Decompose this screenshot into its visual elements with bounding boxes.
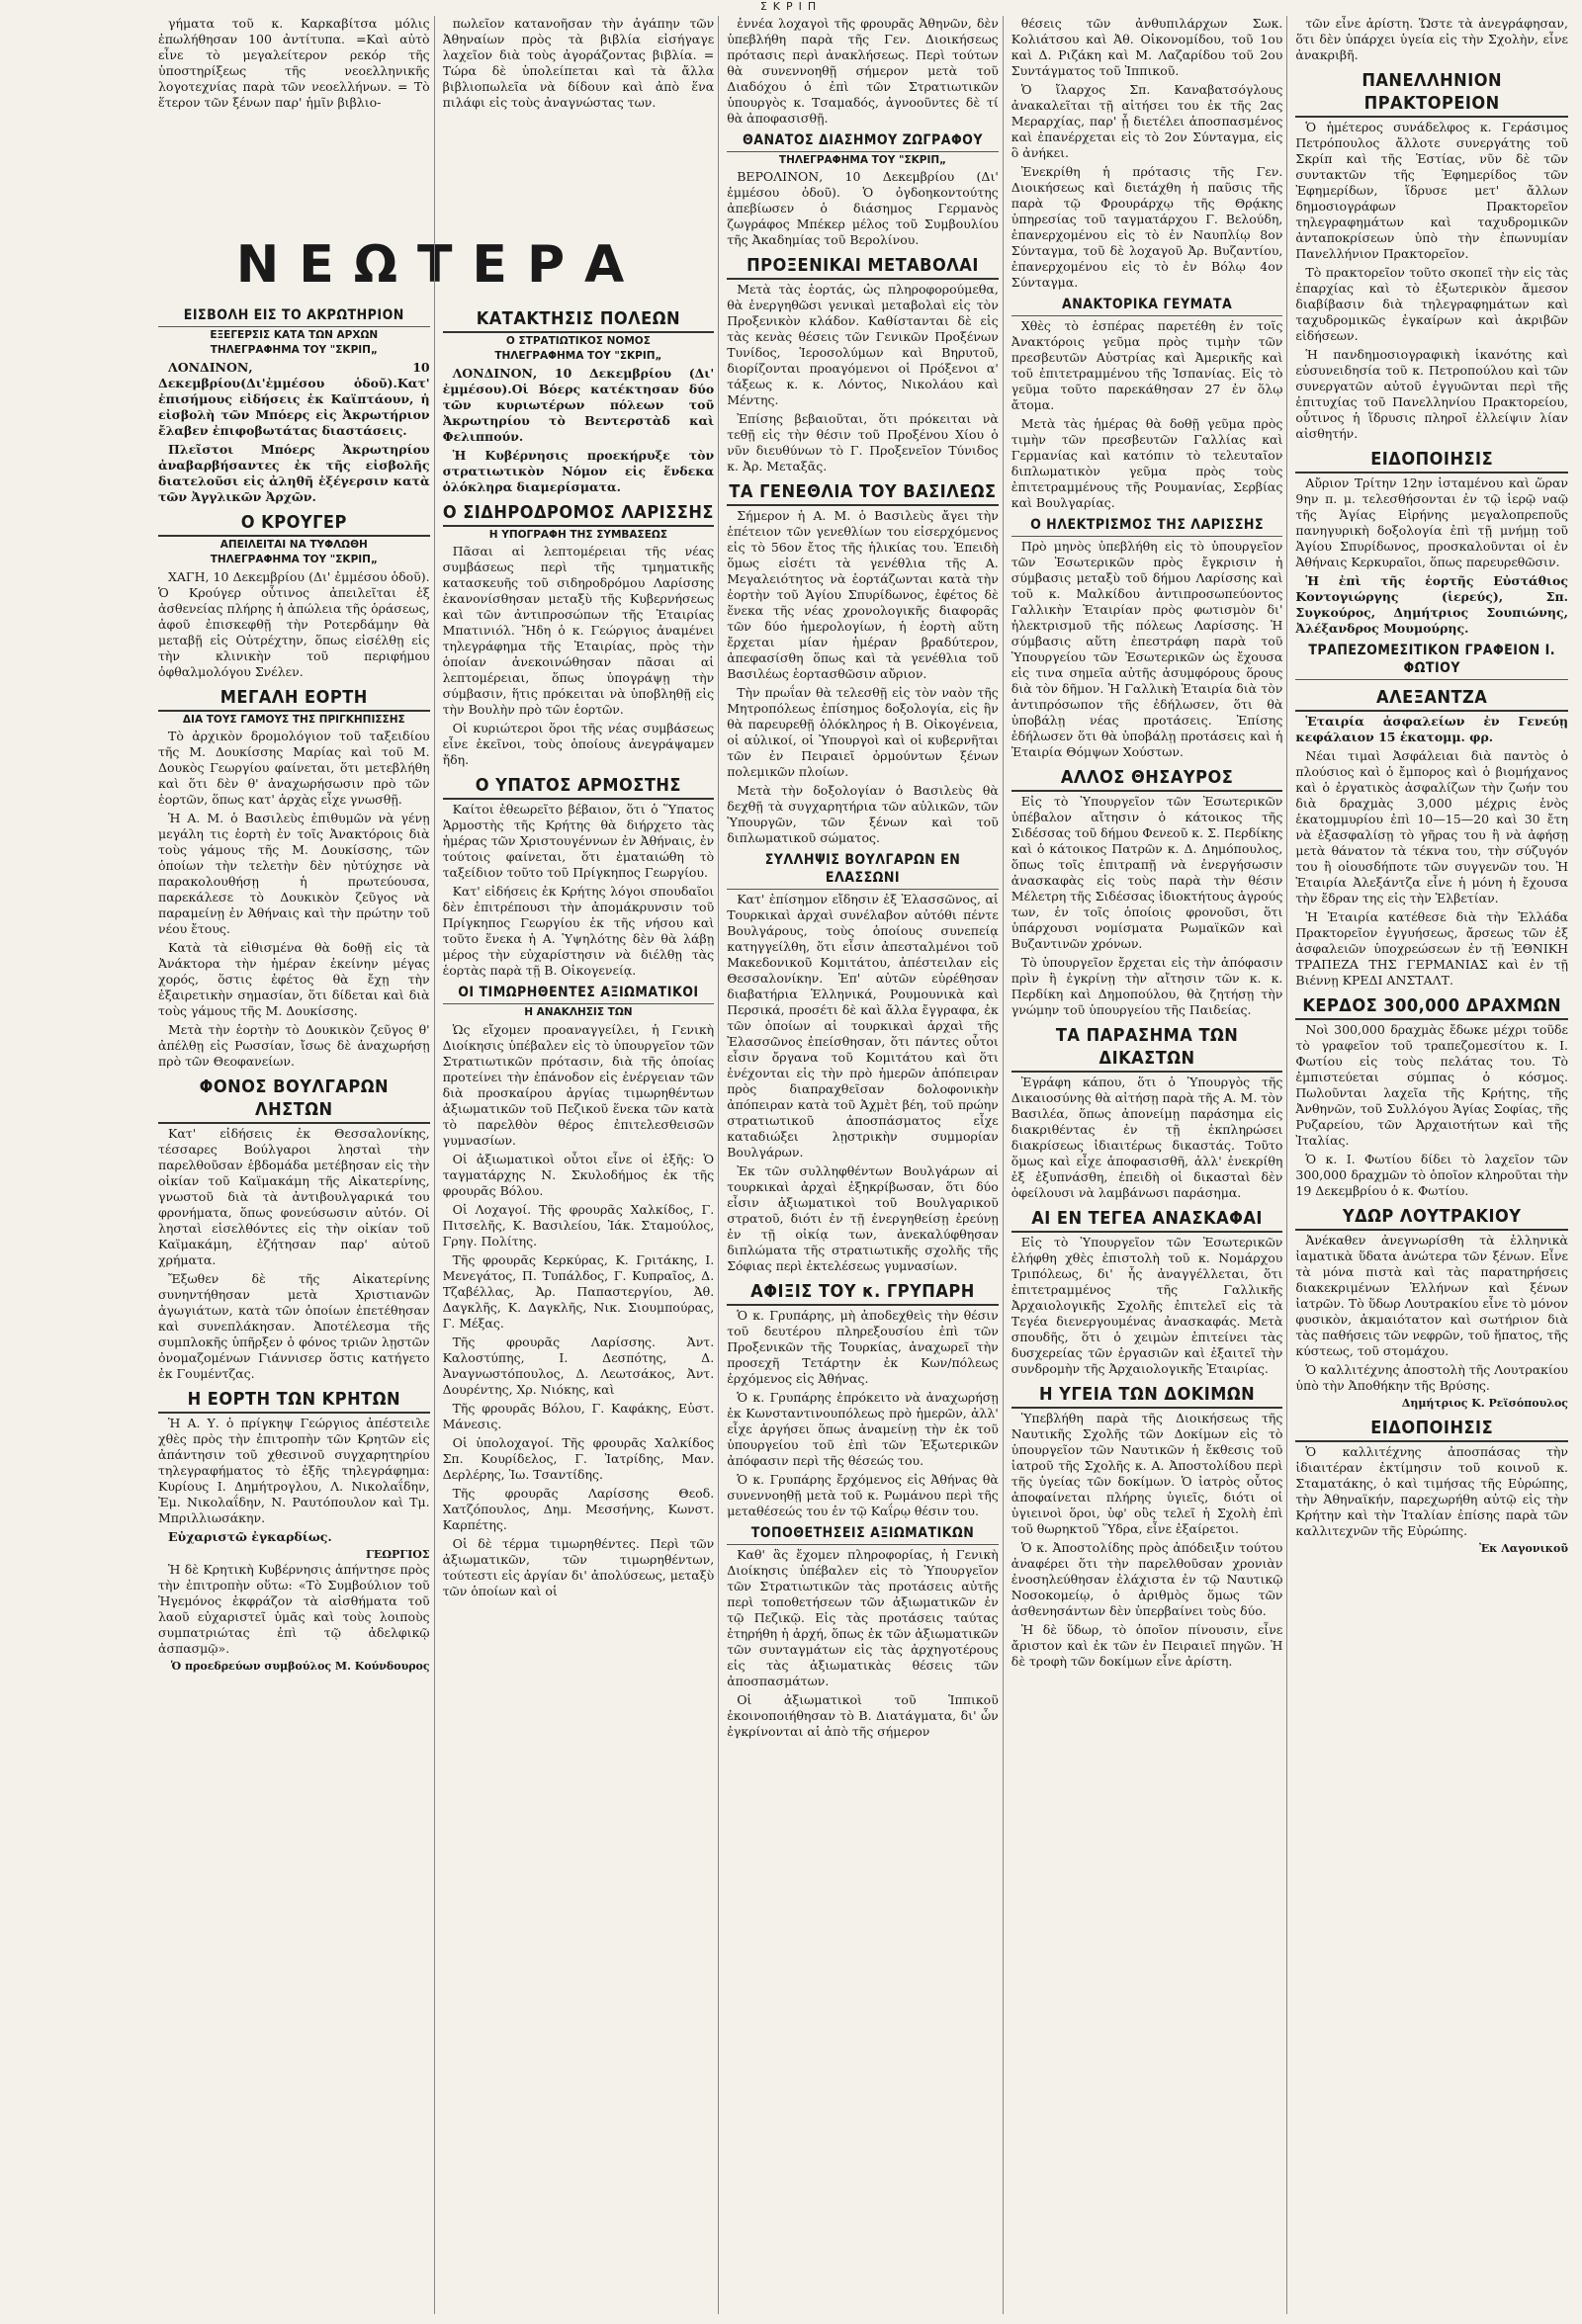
paragraph: Χθὲς τὸ ἑσπέρας παρετέθη ἐν τοῖς Ἀνακτόροις γεῦμα πρὸς τιμὴν τῶν πρεσβευτῶν Αὐστρίας καὶ Ἀμερικῆς καὶ τοῦ ἐπιτετραμμένου τῆς Ἰσπανίας. Εἰς τὸ γεῦμα τοῦτο παρεκάθησαν 27 ἐν ὅλῳ ἄτομα. bbox=[1011, 317, 1283, 412]
paragraph: Κατ' ἐπίσημον εἴδησιν ἐξ Ἐλασσῶνος, αἱ Τουρκικαὶ ἀρχαὶ συνέλαβον αὐτόθι πέντε Βουλγάρους, τοὺς ὁποίους συνεπείᾳ κατηγγείλθη, ὅτι εἶσιν ἀπεσταλμένοι τοῦ Μακεδονικοῦ Κομιτάτου, ἀπέστειλαν εἰς Θεσσαλονίκην. Ἐπ' αὐτῶν εὑρέθησαν διαβατήρια Ἑλληνικά, Ρουμουνικὰ καὶ Περσικά, προσέτι δὲ καὶ ἄλλα ἔγγραφα, ἐκ τῶν ὁποίων αἱ τουρκικαὶ ἀρχαὶ τῆς Ἐλασσῶνος ἐπείσθησαν, ὅτι πάντες οὗτοι εἶσιν ὄργανα τοῦ Κομιτάτου καὶ ὅτι ἐνέχονται εἰς τὴν πρὸ ἡμερῶν ἀπόπειραν πρὸς διαπραχθεῖσαν δολοφονικὴν ἀπόπειραν κατὰ τοῦ Ἀχμὲτ βέη, τοῦ πρώην στρατιωτικοῦ ἀποσπάσματος εἶχε καταδιώξει λῃστρικὴν συμμορίαν Βουλγάρων. bbox=[727, 892, 999, 1161]
column-5 bbox=[1295, 16, 1572, 2314]
paragraph: ΒΕΡΟΛΙΝΟΝ, 10 Δεκεμβρίου (Δι' ἐμμέσου ὁδοῦ). Ὁ ὀγδοηκοντούτης ἀπεβίωσεν ὁ διάσημος Γερμανὸς ζωγράφος Μπέκερ μέλος τοῦ Συμβουλίου τῆς Ἀκαδημίας τοῦ Βερολίνου. bbox=[727, 169, 999, 248]
telegram-label: ΤΗΛΕΓΡΑΦΗΜΑ ΤΟΥ "ΣΚΡΙΠ„ bbox=[778, 153, 947, 166]
paragraph: Ὁ κ. Γρυπάρης, μὴ ἀποδεχθεὶς τὴν θέσιν τοῦ δευτέρου πληρεξουσίου ἐπὶ τῶν Προξενικῶν τῆς Τουρκίας, ἀναχωρεῖ τὴν προσεχῆ Τετάρτην ἐκ Κων/πόλεως ἐρχόμενος εἰς Ἀθήνας. bbox=[727, 1308, 999, 1387]
paragraph: Πλεῖστοι Μπόερς Ἀκρωτηρίου ἀναβαρβήσαντες ἐκ τῆς εἰσβολῆς διατελοῦσι εἰς ἀληθῆ ἐξέγερσιν κατὰ τῶν Ἀγγλικῶν Ἀρχῶν. bbox=[158, 441, 430, 504]
paragraph: θέσεις τῶν ἀνθυπιλάρχων Σωκ. Κολιάτσου καὶ Ἀθ. Οἰκονομίδου, τοῦ 1ου καὶ Δ. Ριζάκη καὶ Μ. Λαζαρίδου τοῦ 2ου Συντάγματος τοῦ Ἱππικοῦ. bbox=[1011, 16, 1283, 78]
paragraph: Ἡ Α. Υ. ὁ πρίγκηψ Γεώργιος ἀπέστειλε χθὲς πρὸς τὴν ἐπιτροπὴν τῶν Κρητῶν εἰς ἀπάντησιν τοῦ χθεσινοῦ συγχαρητηρίου τηλεγραφήματος τὸ ἑξῆς τηλεγράφημα: Κυρίους Ι. Δημήτρογλου, Λ. Νικολαΐδην, Ἐμ. Νικολαΐδην, Ν. Ραυτόπουλον καὶ Τμ. Μπριλλιωσάκην. bbox=[158, 1416, 430, 1526]
paragraph: Τὸ πρακτορεῖον τοῦτο σκοπεῖ τὴν εἰς τὰς ἐπαρχίας καὶ τὸ ἐξωτερικὸν ἄμεσον διαβίβασιν διὰ τηλεγραφημάτων καὶ ταχυδρομικῶς ἐγκαίρων καὶ ἀκριβῶν εἰδήσεων. bbox=[1295, 265, 1568, 344]
column-1 bbox=[158, 16, 435, 2314]
paragraph: Οἱ ἀξιωματικοὶ τοῦ Ἱππικοῦ ἐκοινοποιήθησαν τὸ Β. Διατάγματα, δι' ὧν ἐγκρίνονται αἱ ἀπὸ τῆς σήμερον bbox=[727, 1692, 999, 1740]
headline: Η ΕΟΡΤΗ ΤΩΝ ΚΡΗΤΩΝ bbox=[158, 1388, 430, 1414]
columns bbox=[158, 16, 1572, 2314]
signature: Ὁ προεδρεύων συμβούλος Μ. Κούνδουρος bbox=[170, 1660, 430, 1674]
paragraph: Ὁ καλλιτέχνης ἀποστολὴ τῆς Λουτρακίου ὑπὸ τὴν Ἀποθήκην τῆς Βρύσης. bbox=[1295, 1362, 1568, 1393]
headline: ΘΑΝΑΤΟΣ ΔΙΑΣΗΜΟΥ ΖΩΓΡΑΦΟΥ bbox=[727, 132, 999, 152]
headline: ΠΑΝΕΛΛΗΝΙΟΝ ΠΡΑΚΤΟΡΕΙΟΝ bbox=[1295, 69, 1568, 118]
signature: ΓΕΩΡΓΙΟΣ bbox=[366, 1548, 430, 1562]
banner-space bbox=[443, 114, 715, 301]
headline: ΑΛΛΟΣ ΘΗΣΑΥΡΟΣ bbox=[1011, 766, 1283, 792]
paragraph: Ὁ καλλιτέχνης ἀποσπάσας τὴν ἱδιαιτέραν ἐκτίμησιν τοῦ κοινοῦ κ. Σταματάκης, ὁ καὶ τιμήσας τῆς Εὐρώπης, τὴν Ἀθηναϊκήν, παρεχωρήθη αὐτῷ εἰς τὴν Κρήτην καὶ τὴν Ἰταλίαν ἐπίσης παρὰ τῶν καλλιτεχνῶν τῆς Εὐρώπης. bbox=[1295, 1444, 1568, 1539]
paragraph: Αὔριον Τρίτην 12ην ἱσταμένου καὶ ὥραν 9ην π. μ. τελεσθήσονται ἐν τῷ ἱερῷ ναῷ τῆς Ἁγίας Εἰρήνης μεγαλοπρεποῦς πανηγυρικὴ δοξολογία ἐπὶ τῇ μνήμῃ τοῦ Ἁγίου Σπυρίδωνος, προσκαλοῦνται οἱ ἐν Ἀθήναις Κερκυραῖοι, ὅπως παρευρεθῶσιν. bbox=[1295, 475, 1568, 570]
paragraph: Κατ' εἰδήσεις ἐκ Κρήτης λόγοι σπουδαῖοι δὲν ἐπιτρέπουσι τὴν ἀπομάκρυνσιν τοῦ Πρίγκηπος Γεωργίου ἐκ τῆς νήσου καὶ τοῦτο ἕνεκα ἡ Α. Ὑψηλότης δὲν θὰ λάβῃ μέρος τὴν εὐχαρίστησιν νὰ διέλθῃ τὰς ἑορτὰς παρὰ τῇ Β. Οἰκογενείᾳ. bbox=[442, 884, 715, 979]
headline: ΣΥΛΛΗΨΙΣ ΒΟΥΛΓΑΡΩΝ ΕΝ ΕΛΑΣΣΩΝΙ bbox=[727, 852, 999, 890]
headline: ΑΝΑΚΤΟΡΙΚΑ ΓΕΥΜΑΤΑ bbox=[1011, 297, 1283, 316]
subheadline: ΕΞΕΓΕΡΣΙΣ ΚΑΤΑ ΤΩΝ ΑΡΧΩΝ bbox=[210, 328, 379, 341]
paragraph: Ὡς εἴχομεν προαναγγείλει, ἡ Γενικὴ Διοίκησις ὑπέβαλεν εἰς τὸ ὑπουργεῖον τῶν Στρατιωτικῶν πρότασιν, διὰ τῆς ὁποίας προτείνει τὴν ἐπάνοδον εἰς ἐνέργειαν τῶν διὰ προσκαίρου ἀργίας τιμωρηθέντων ἀξιωματικῶν τοῦ Πεζικοῦ ἕνεκα τῶν κατὰ τὸ παρελθὸν θέρος ἐπιτελεσθεισῶν γυμνασίων. bbox=[442, 1021, 715, 1148]
paragraph: Τῆς φρουρᾶς Λαρίσσης Θεοδ. Χατζόπουλος, Δημ. Μεσσήνης, Κωνστ. Καρπέτης. bbox=[442, 1485, 715, 1532]
paragraph: τῶν εἶνε ἀρίστη. Ὥστε τὰ ἀνεγράφησαν, ὅτι δὲν ὑπάρχει ὑγεία εἰς τὴν Σχολὴν, εἶνε ἀνακριβῆ. bbox=[1295, 16, 1568, 62]
paragraph: Ἡ ἐπὶ τῆς ἑορτῆς Εὐστάθιος Κοντογιώργης (ἱερεύς), Σπ. Συγκούρος, Δημήτριος Σουπιώνης, Ἀλέξανδρος Μουμούρης. bbox=[1295, 573, 1568, 637]
telegram-label: ΤΗΛΕΓΡΑΦΗΜΑ ΤΟΥ "ΣΚΡΙΠ„ bbox=[494, 350, 662, 363]
telegram-label: ΤΗΛΕΓΡΑΦΗΜΑ ΤΟΥ "ΣΚΡΙΠ„ bbox=[210, 554, 378, 566]
headline: ΤΡΑΠΕΖΟΜΕΣΙΤΙΚΟΝ ΓΡΑΦΕΙΟΝ Ι. ΦΩΤΙΟΥ bbox=[1295, 643, 1568, 680]
signature: Δημήτριος Κ. Ρεϊσόπουλος bbox=[1401, 1397, 1568, 1410]
paragraph: Οἱ ἀξιωματικοὶ οὗτοι εἶνε οἱ ἑξῆς: Ὁ ταγματάρχης Ν. Σκυλοδήμος ἐκ τῆς φρουρᾶς Βόλου. bbox=[442, 1151, 715, 1198]
paragraph: Πᾶσαι αἱ λεπτομέρειαι τῆς νέας συμβάσεως περὶ τῆς τμηματικῆς κατασκευῆς τοῦ σιδηροδρόμου Λαρίσσης ἐκανονίσθησαν μεταξὺ τῆς Κυβερνήσεως καὶ τῶν ἀντιπροσώπων τῆς Ἑταιρίας Μπατινιόλ. Ἤδη ὁ κ. Γεώργιος ἀναμένει τηλεγράφημα τῆς Ἑταιρίας, πρὸς τὴν ὁποίαν ἀνεκοινώθησαν πᾶσαι αἱ λεπτομέρειαι, ὅπως ὑπογράψῃ τὴν σύμβασιν, ἥτις πρόκειται νὰ ὑποβληθῇ εἰς τὴν Βουλὴν πρὸ τῶν ἑορτῶν. bbox=[442, 544, 715, 718]
headline: ΦΟΝΟΣ ΒΟΥΛΓΑΡΩΝ ΛΗΣΤΩΝ bbox=[158, 1076, 430, 1124]
headline: ΚΑΤΑΚΤΗΣΙΣ ΠΟΛΕΩΝ bbox=[443, 307, 715, 333]
col1-top-text: γήματα τοῦ κ. Καρκαβίτσα μόλις ἐπωλήθησαν 100 ἀντίτυπα. =Καὶ αὐτὸ εἶνε τὸ μεγαλείτερον ρεκόρ τῆς ὑποστηρίξεως τῆς νεοελληνικῆς λογοτεχνίας παρὰ τῶν νεοελλήνων. = Τὸ ἕτερον τῶν ξένων παρ' ἡμῖν βιβλιο- bbox=[158, 16, 430, 110]
paragraph: Καίτοι ἐθεωρεῖτο βέβαιον, ὅτι ὁ Ὕπατος Ἁρμοστὴς τῆς Κρήτης θὰ διήρχετο τὰς ἡμέρας τῶν Χριστουγέννων ἐν Ἀθήναις, ἐν τούτοις φαίνεται, ὅτι ἐματαιώθη τὸ ταξείδιον τοῦτο τοῦ Πρίγκηπος Γεωργίου. bbox=[442, 802, 715, 881]
paragraph: Τὴν πρωΐαν θὰ τελεσθῇ εἰς τὸν ναὸν τῆς Μητροπόλεως ἐπίσημος δοξολογία, εἰς ἣν θὰ παρευρεθῇ ὁλόκληρος ἡ Β. Οἰκογένεια, οἱ αὐλικοί, οἱ Ὑπουργοὶ καὶ οἱ κυβερνῆται τῶν ἐν Πειραιεῖ ὁρμούντων ξένων πολεμικῶν πλοίων. bbox=[727, 685, 999, 780]
paragraph: ἐννέα λοχαγοὶ τῆς φρουρᾶς Ἀθηνῶν, δὲν ὑπεβλήθη παρὰ τῆς Γεν. Διοικήσεως πρότασις περὶ ἀνακλήσεως. Περὶ τούτων θὰ συνεννοηθῇ σήμερον μετὰ τοῦ Διαδόχου ὁ ἐπὶ τῶν Στρατιωτικῶν ὑπουργὸς κ. Τσαμαδός, ἀγνοοῦντες δὲ τί θὰ ἀποφασισθῇ. bbox=[727, 16, 999, 126]
paragraph: Σήμερον ἡ Α. Μ. ὁ Βασιλεὺς ἄγει τὴν ἑπέτειον τῶν γενεθλίων του εἰσερχόμενος εἰς τὸ 56ον ἔτος τῆς ἡλικίας του. Ἐπειδὴ ὅμως εἰσέτι τὰ γενέθλια τῆς Α. Μεγαλειότητος νὰ ἑορτάζωνται κατὰ τὴν ἑορτὴν τοῦ Ἁγίου Σπυρίδωνος, ἐφέτος δὲ ἕνεκα τῆς νέας χρονολογικῆς διαφορᾶς τῶν δύο ἡμερολογίων, ἡ ἑορτὴ αὕτη ἔρχεται μίαν ἡμέραν βραδύτερον, ἀπεφασίσθη ὅπως καὶ τὰ γενέθλια τοῦ Βασιλέως ἑορτασθῶσιν αὔριον. bbox=[727, 508, 999, 682]
headline: Ο ΥΠΑΤΟΣ ΑΡΜΟΣΤΗΣ bbox=[443, 774, 715, 800]
paragraph: Πρὸ μηνὸς ὑπεβλήθη εἰς τὸ ὑπουργεῖον τῶν Ἐσωτερικῶν πρὸς ἔγκρισιν ἡ σύμβασις μεταξὺ τοῦ δήμου Λαρίσσης καὶ τοῦ κ. Μαλκίδου ἀντιπροσωπεύοντος Γαλλικὴν Ἑταιρίαν πρὸς φωτισμὸν δι' ἠλεκτρισμοῦ τῆς πόλεως Λαρίσσης. Ἡ σύμβασις αὕτη ἐπεστράφη παρὰ τοῦ Ὑπουργείου τῶν Ἐσωτερικῶν ὡς ἔχουσα εἰς τινα σημεῖα αὐτῆς ἀσυμφόρους ὅρους διὰ τὸν δῆμον. Ἡ Γαλλικὴ Ἑταιρία διὰ τὸν ἀντιπρόσωπον τῆς ἐδήλωσεν, ὅτι θὰ ὑποβάλῃ νέας προτάσεις. Ἐπίσης ἐδήλωσεν ὅτι θὰ ὑποβάλῃ προτάσεις καὶ ἡ Ἑταιρία Θόμψων Χούστων. bbox=[1011, 538, 1283, 759]
subheadline: Η ΑΝΑΚΛΗΣΙΣ ΤΩΝ bbox=[524, 1006, 633, 1019]
headline: Η ΥΓΕΙΑ ΤΩΝ ΔΟΚΙΜΩΝ bbox=[1011, 1383, 1283, 1409]
headline: ΥΔΩΡ ΛΟΥΤΡΑΚΙΟΥ bbox=[1295, 1205, 1568, 1231]
paragraph: ΧΑΓΗ, 10 Δεκεμβρίου (Δι' ἐμμέσου ὁδοῦ). Ὁ Κρούγερ οὗτινος ἀπειλεῖται ἐξ ἀσθενείας πλήρης ἡ ἀπώλεια τῆς ὁράσεως, ἀφοῦ ἐπισκεφθῇ τὴν Ροτερδάμην θὰ μεταβῇ εἰς Οὐτρέχτην, ὅπως εἰσέλθῃ εἰς τὴν κλινικὴν τοῦ περιφήμου ὀφθαλμολόγου Σνέλεν. bbox=[158, 568, 430, 679]
headline: ΚΕΡΔΟΣ 300,000 ΔΡΑΧΜΩΝ bbox=[1295, 994, 1568, 1020]
subheadline: Η ΥΠΟΓΡΑΦΗ ΤΗΣ ΣΥΜΒΑΣΕΩΣ bbox=[488, 528, 667, 541]
column-4 bbox=[1011, 16, 1288, 2314]
headline: ΕΙΔΟΠΟΙΗΣΙΣ bbox=[1295, 448, 1568, 473]
headline: Ο ΗΛΕΚΤΡΙΣΜΟΣ ΤΗΣ ΛΑΡΙΣΣΗΣ bbox=[1011, 517, 1283, 537]
paragraph: Ἡ Α. Μ. ὁ Βασιλεὺς ἐπιθυμῶν νὰ γένῃ μεγάλη τις ἑορτὴ ἐν τοῖς Ἀνακτόροις διὰ τοὺς γάμους τῆς Μ. Δουκίσσης, τῶν ὁποίων τὴν τελετὴν δὲν ηὐτύχησε νὰ παρακολουθήσῃ ἡ πρωτεύουσα, παρεκάλεσε τὸ Δουκικὸν ζεῦγος νὰ παραμείνῃ ἐν Ἀθήναις καὶ τὴν πρώτην τοῦ νέου ἔτους. bbox=[158, 811, 430, 937]
paragraph: Κατ' εἰδήσεις ἐκ Θεσσαλονίκης, τέσσαρες Βούλγαροι λησταὶ τὴν παρελθοῦσαν ἑβδομάδα μετέβησαν εἰς τὴν οἰκίαν τοῦ Καϊμακάμη τῆς Αἰκατερίνης, γνωστοῦ διὰ τὰ ἀντιβουλγαρικά του φρονήματα, ὅπως φονεύσωσιν αὐτόν. Οἱ λησταὶ εἰσελθόντες εἰς τὴν οἰκίαν τοῦ Καϊμακάμη, ἐζήτησαν παρ' αὐτοῦ χρήματα. bbox=[158, 1126, 430, 1268]
paragraph: Νέαι τιμαὶ Ἀσφάλειαι διὰ παντὸς ὁ πλούσιος καὶ ὁ ἔμπορος καὶ ὁ βιομήχανος καὶ ὁ ἐργατικὸς ἀσφαλίζων τὴν ζωήν του διὰ δραχμὰς 3,000 μέχρις ἑνὸς ἑκατομμυρίου ἐπὶ 10—15—20 καὶ 30 ἔτη νὰ ἐξασφαλίσῃ τὸ γῆρας του ἢ νὰ ἀφήσῃ μετὰ θάνατον τὰ τέκνα του, τὴν σύζυγόν του ἢ οἱουσδήποτε τῶν συγγενῶν του. Ἡ Ἑταιρία Ἀλεξάντζα εἶνε ἡ μόνη ἡ ἔχουσα τὴν ἔδραν της εἰς τὴν Ἑλβετίαν. bbox=[1295, 747, 1568, 905]
paragraph: Ἡ δὲ Κρητικὴ Κυβέρνησις ἀπήντησε πρὸς τὴν ἐπιτροπὴν οὕτω: «Τὸ Συμβούλιον τοῦ Ἡγεμόνος ἐκφράζον τὰ αἰσθήματα τοῦ λαοῦ εὐχαριστεῖ ὑμᾶς καὶ τοὺς λοιποὺς συμπατριώτας ἐπὶ τῷ ἀδελφικῷ ἀσπασμῷ». bbox=[158, 1562, 430, 1657]
paragraph: Ὁ κ. Γρυπάρης ἔρχόμενος εἰς Ἀθήνας θὰ συνεννοηθῇ μετὰ τοῦ κ. Ρωμάνου περὶ τῆς μεταθέσεώς του ἐν τῷ Καΐρῳ θέσιν του. bbox=[727, 1472, 999, 1519]
banner-neotera: ΝΕΩΤΕΡΑ bbox=[235, 235, 645, 295]
paragraph: Οἱ δὲ τέρμα τιμωρηθέντες. Περὶ τῶν ἀξιωματικῶν, τῶν τιμωρηθέντων, τούτεστι εἰς ἀργίαν δι' ἀπολύσεως, μεταξὺ τῶν ὁποίων καὶ οἱ bbox=[442, 1535, 715, 1598]
paragraph: Οἱ ὑπολοχαγοί. Τῆς φρουρᾶς Χαλκίδος Σπ. Κουρίδελος, Γ. Ἰατρίδης, Μαν. Δερλέρης, Ἰω. Τσαντίδης. bbox=[442, 1434, 715, 1482]
column-2 bbox=[443, 16, 720, 2314]
paragraph: Εἰς τὸ Ὑπουργεῖον τῶν Ἐσωτερικῶν ὑπέβαλον αἴτησιν ὁ κάτοικος τῆς Σιδέσσας τοῦ δήμου Φενεοῦ κ. Σ. Περδίκης καὶ ὁ κάτοικος Πατρῶν κ. Δ. Δημόπουλος, ὅπως τοῖς ἐπιτραπῇ νὰ ἐνεργήσωσιν ἀνασκαφὰς εἰς τοὺς παρὰ τὴν θέσιν Μέλετρη τῆς Σιδέσσας ἰδιοκτήτους ἀγρούς των, ἐν τοῖς ὁποίοις φρονοῦσι, ὅτι ὑπάρχουσι νομίσματα Ρωμαϊκῶν καὶ Βυζαντινῶν χρόνων. bbox=[1011, 793, 1283, 951]
banner-space bbox=[158, 114, 430, 301]
paragraph: Ἡ Ἑταιρία κατέθεσε διὰ τὴν Ἑλλάδα Πρακτορεῖον ἐγγυήσεως, ἄρσεως τῶν ἐξ ἀσφαλειῶν ὑποχρεώσεων ἐν τῇ ἘΘΝΙΚΗ ΤΡΑΠΕΖΑ ΤΗΣ ΓΕΡΜΑΝΙΑΣ καὶ ἐν τῇ Βιέννῃ ΚΡΕΔΙ ΑΝΣΤΑΛΤ. bbox=[1295, 908, 1568, 988]
headline: ΑΛΕΞΑΝΤΖΑ bbox=[1295, 686, 1568, 712]
paragraph: Ὑπεβλήθη παρὰ τῆς Διοικήσεως τῆς Ναυτικῆς Σχολῆς τῶν Δοκίμων εἰς τὸ ὑπουργεῖον τῶν Ναυτικῶν ἡ ἔκθεσις τοῦ ἰατροῦ τῆς Σχολῆς κ. Α. Ἀποστολίδου περὶ τῆς ὑγείας τῶν δοκίμων. Ὁ ἰατρὸς οὗτος ἀποφαίνεται πλήρης ὑγιεῖς, διότι οἱ ὑγιεινοὶ ὅροι, ὑφ' οὓς τελεῖ ἡ Σχολὴ ἐπὶ τοῦ θωρηκτοῦ Ὕδρα, εἶνε ἐξαίρετοι. bbox=[1011, 1410, 1283, 1536]
paragraph: Ὁ ἡμέτερος συνάδελφος κ. Γεράσιμος Πετρόπουλος ἄλλοτε συνεργάτης τοῦ Σκρίπ καὶ τῆς Ἑστίας, νῦν δὲ τῶν συντακτῶν τῆς Ἐφημερίδος τῶν Ἐφημερίδων, ἵδρυσε μετ' ἄλλων δημοσιογράφων Πρακτορεῖον τηλεγραφημάτων καὶ ταχυδρομικῶν ἀνταποκρίσεων ὑπὸ τὴν ἐπωνυμίαν Πανελλήνιον Πρακτορεῖον. bbox=[1295, 120, 1568, 262]
paragraph: Ἐκ τῶν συλληφθέντων Βουλγάρων αἱ τουρκικαὶ ἀρχαὶ ἐξηκρίβωσαν, ὅτι δύο εἶσιν ἀξιωματικοὶ τοῦ Βουλγαρικοῦ στρατοῦ, διότι ἐν τῇ ἐνεργηθείσῃ ἐρεύνῃ ἐν τῇ οἰκίᾳ των, ἀνεκαλύφθησαν διπλώματα τῆς στρατιωτικῆς σχολῆς τῆς Σόφιας περὶ ἐκτελέσεως γυμνασίων. bbox=[727, 1163, 999, 1274]
paragraph: Ἐγράφη κάπου, ὅτι ὁ Ὑπουργὸς τῆς Δικαιοσύνης θὰ αἰτήσῃ παρὰ τῆς Α. Μ. τὸν Βασιλέα, ὅπως ἀπονείμῃ παράσημα εἰς διακριθέντας ἐν τῇ ἐκπληρώσει διακρίσεως ἰδιαιτέρως δικαστάς. Τοῦτο ὅμως καὶ εἶχε ἀποφασισθῆ, ἀλλ' ἐνεκρίθη ἐξ ἐξυπνάσθη, ἐπειδὴ οἱ δικασταὶ δὲν ὀφείλουσι νὰ λαμβάνωσι παράσημα. bbox=[1011, 1074, 1283, 1200]
headline: Ο ΣΙΔΗΡΟΔΡΟΜΟΣ ΛΑΡΙΣΣΗΣ bbox=[443, 501, 715, 527]
paragraph: Ἡ πανδημοσιογραφικὴ ἱκανότης καὶ εὐσυνειδησία τοῦ κ. Πετροπούλου καὶ τῶν συνεργατῶν αὐτοῦ ἐγγυῶνται περὶ τῆς ἐπιτυχίας τοῦ Πανελληνίου Πρακτορείου, οὗτινος ἡ ἵδρυσις πληροῖ ἐλλείψιν λίαν αἰσθητήν. bbox=[1295, 347, 1568, 442]
headline: ΑΦΙΞΙΣ ΤΟΥ κ. ΓΡΥΠΑΡΗ bbox=[727, 1280, 999, 1306]
paragraph: Εἰς τὸ Ὑπουργεῖον τῶν Ἐσωτερικῶν ἐλήφθη χθὲς ἐπιστολὴ τοῦ κ. Νομάρχου Τριπόλεως, δι' ἧς ἀναγγέλλεται, ὅτι ἐπιτετραμμένος τῆς Γαλλικῆς Ἀρχαιολογικῆς Σχολῆς ἐπιτελεῖ εἰς τὰ Τεγέα διενεργουμένας ἀνασκαφάς. Μετὰ σπουδῆς, ὅτι ὁ χειμὼν ἐπιτείνει τὰς δυσχερείας τῶν ἐργασιῶν καὶ ἐξαιτεῖ τὴν συνδρομὴν τῆς Ἀρχαιολογικῆς Ἑταιρίας. bbox=[1011, 1234, 1283, 1376]
paragraph: ΛΟΝΔΙΝΟΝ, 10 Δεκεμβρίου(Δι'ἐμμέσου ὁδοῦ).Κατ' ἐπισήμους εἰδήσεις ἐκ Καϊπτάουν, ἡ εἰσβολὴ τῶν Μπόερς εἰς Ἀκρωτήριον ἔλαβεν ἐπιφοβωτάτας διαστάσεις. bbox=[158, 359, 430, 438]
headline: ΠΡΟΞΕΝΙΚΑΙ ΜΕΤΑΒΟΛΑΙ bbox=[727, 254, 999, 280]
paragraph: Τῆς φρουρᾶς Λαρίσσης. Ἀντ. Καλοστύπης, Ι. Δεσπότης, Δ. Ἀναγνωστόπουλος, Δ. Λεωτσάκος, Ἀντ. Δουρέντης, Χρ. Νιόκης, καὶ bbox=[442, 1334, 715, 1397]
headline: Ο ΚΡΟΥΓΕΡ bbox=[158, 511, 430, 537]
paragraph: Μετὰ τὰς ἡμέρας θὰ δοθῇ γεῦμα πρὸς τιμὴν τῶν πρεσβευτῶν Γαλλίας καὶ Γερμανίας καὶ κατόπιν τὸ τελευταῖον διπλωματικὸν γεῦμα πρὸς τοὺς ἐπιτετραμμένους τῆς Ρουμανίας, Σερβίας καὶ Βουλγαρίας. bbox=[1011, 415, 1283, 510]
headline: ΤΑ ΓΕΝΕΘΛΙΑ ΤΟΥ ΒΑΣΙΛΕΩΣ bbox=[727, 480, 999, 506]
subheadline: Ο ΣΤΡΑΤΙΩΤΙΚΟΣ ΝΟΜΟΣ bbox=[505, 335, 651, 348]
headline: ΕΙΔΟΠΟΙΗΣΙΣ bbox=[1295, 1417, 1568, 1442]
paragraph: Ἐνεκρίθη ἡ πρότασις τῆς Γεν. Διοικήσεως καὶ διετάχθη ἡ παῦσις τῆς παρὰ τῷ Φρουράρχῳ τῆς Θρᾴκης ὑπηρεσίας τοῦ ταγματάρχου Γ. Βελούδη, ἐπανερχομένου εἰς τὸ ἐν Ναυπλίῳ 8ον Σύνταγμα, τοῦ δὲ λοχαγοῦ Ἀρ. Βυζαντίου, ἐπανερχομένου εἰς τὸ ἐν Βόλῳ 4ον Σύνταγμα. bbox=[1011, 164, 1283, 290]
paragraph: Μετὰ τὴν δοξολογίαν ὁ Βασιλεὺς θὰ δεχθῇ τὰ συγχαρητήρια τῶν αὐλικῶν, τῶν Ὑπουργῶν, τῶν ξένων καὶ τοῦ διπλωματικοῦ σώματος. bbox=[727, 783, 999, 846]
column-3 bbox=[727, 16, 1004, 2314]
headline: ΟΙ ΤΙΜΩΡΗΘΕΝΤΕΣ ΑΞΙΩΜΑΤΙΚΟΙ bbox=[443, 985, 715, 1004]
paragraph: Εὐχαριστῶ ἐγκαρδίως. bbox=[168, 1529, 332, 1545]
paragraph: Ἔξωθεν δὲ τῆς Αἰκατερίνης συνηντήθησαν μετὰ Χριστιανῶν ἀγωγιάτων, κατὰ τῶν ὁποίων ἐπετέθησαν καὶ συνεπλάκησαν. Ἀποτέλεσμα τῆς συμπλοκῆς ὑπῆρξεν ὁ φόνος τριῶν λῃστῶν ὀνομαζομένων Γιάννισερ ὅστις κατήγετο ἐκ Γουμέντζας. bbox=[158, 1271, 430, 1382]
paragraph: Κατὰ τὰ εἰθισμένα θὰ δοθῇ εἰς τὰ Ἀνάκτορα τὴν ἡμέραν ἐκείνην μέγας χορός, ὅστις ἐφέτος θὰ ἔχῃ τὴν ἐξαιρετικὴν σημασίαν, ὅτι δίδεται καὶ διὰ τοὺς γάμους τῆς Μ. Δουκίσσης. bbox=[158, 940, 430, 1019]
paragraph: Ἐπίσης βεβαιοῦται, ὅτι πρόκειται νὰ τεθῇ εἰς τὴν θέσιν τοῦ Προξένου Χίου ὁ νῦν διευθύνων τὸ Γ. Προξενεῖον Τύνιδος κ. Ἀρ. Μεταξᾶς. bbox=[727, 411, 999, 474]
paragraph: Ὁ ἴλαρχος Σπ. Καναβατσόγλους ἀνακαλεῖται τῇ αἰτήσει του ἐκ τῆς 2ας Μεραρχίας, παρ' ᾗ διετέλει ἀποσπασμένος καὶ ἐπανέρχεται εἰς τὸ 2ον Σύνταγμα, εἰς ὃ ἀνήκει. bbox=[1011, 82, 1283, 160]
subheadline: ΑΠΕΙΛΕΙΤΑΙ ΝΑ ΤΥΦΛΩΘΗ bbox=[220, 538, 368, 551]
paragraph: Καθ' ἃς ἔχομεν πληροφορίας, ἡ Γενικὴ Διοίκησις ὑπέβαλεν εἰς τὸ Ὑπουργεῖον τῶν Στρατιωτικῶν τὰς προτάσεις αὐτῆς περὶ τοποθετήσεων τῶν ἀξιωματικῶν ἐν τῷ Πεζικῷ. Εἰς τὰς προτάσεις ταύτας ἐτηρήθη ἡ ἀρχή, ὅπως ἐκ τῶν ἀξιωματικῶν τῶν συνταγμάτων εἰς τὰς ἀρχηγοτέρους εἰς τὰς ἀξιωματικὰς θέσεις τῶν ἀποσπασμάτων. bbox=[727, 1547, 999, 1689]
paragraph: Ἡ Κυβέρνησις προεκήρυξε τὸν στρατιωτικὸν Νόμον εἰς ἕνδεκα ὁλόκληρα διαμερίσματα. bbox=[442, 447, 715, 494]
paragraph: Ὁ κ. Ἀποστολίδης πρὸς ἀπόδειξιν τούτου ἀναφέρει ὅτι τὴν παρελθοῦσαν χρονιὰν ἐνοσηλεύθησαν ἐλάχιστα ἐν τῷ Ναυτικῷ Νοσοκομείῳ, ὁ ἀριθμὸς ὅμως τῶν ἀσθενησάντων δὲν ὑπερβαίνει τοὺς δύο. bbox=[1011, 1539, 1283, 1618]
masthead: ΣΚΡΙΠ bbox=[759, 0, 823, 13]
headline: ΕΙΣΒΟΛΗ ΕΙΣ ΤΟ ΑΚΡΩΤΗΡΙΟΝ bbox=[158, 307, 430, 327]
headline: ΑΙ ΕΝ ΤΕΓΕΑ ΑΝΑΣΚΑΦΑΙ bbox=[1011, 1207, 1283, 1233]
signature: Ἐκ Λαγονικοῦ bbox=[1479, 1542, 1568, 1556]
paragraph: Ὁ κ. Ι. Φωτίου δίδει τὸ λαχεῖον τῶν 300,000 δραχμῶν τὸ ὁποῖον κληροῦται τὴν 19 Δεκεμβρίου ὁ κ. Φωτίου. bbox=[1295, 1151, 1568, 1198]
col2-top-text: πωλεῖον κατανοῆσαν τὴν ἀγάπην τῶν Ἀθηναίων πρὸς τὰ βιβλία εἰσήγαγε λαχεῖον διὰ τοὺς ἀγοράζοντας βιβλία. = Τώρα δὲ ὑπολείπεται καὶ τὰ ἄλλα βιβλιοπωλεῖα νὰ δίδουν καὶ ἀπὸ ἕνα πιλάφι εἰς τοὺς ἀναγνώστας των. bbox=[442, 16, 715, 110]
telegram-label: ΤΗΛΕΓΡΑΦΗΜΑ ΤΟΥ "ΣΚΡΙΠ„ bbox=[210, 344, 378, 357]
paragraph: Τῆς φρουρᾶς Βόλου, Γ. Καφάκης, Εὐστ. Μάνεσις. bbox=[442, 1400, 715, 1431]
paragraph: ΛΟΝΔΙΝΟΝ, 10 Δεκεμβρίου (Δι' ἐμμέσου).Οἱ Βόερς κατέκτησαν δύο τῶν κυριωτέρων πόλεων τοῦ Ἀκρωτηρίου τὸ Βεντερστὰδ καὶ Φελιππούν. bbox=[442, 365, 715, 444]
paragraph: Ὁ κ. Γρυπάρης ἐπρόκειτο νὰ ἀναχωρήσῃ ἐκ Κωνσταντινουπόλεως πρὸ ἡμερῶν, ἀλλ' εἶχε ἀργήσει ὅπως ἀναμείνῃ τὴν ἐκ τοῦ ὑπουργείου τοῦ ἐπὶ τῶν Ἐξωτερικῶν ἀπόφασιν περὶ τῆς θέσεώς του. bbox=[727, 1390, 999, 1469]
paragraph: Νοὶ 300,000 δραχμὰς ἔδωκε μέχρι τοῦδε τὸ γραφεῖον τοῦ τραπεζομεσίτου κ. Ι. Φωτίου εἰς τοὺς πελάτας του. Τὸ ἐμπιστεύεται σύμπας ὁ κόσμος. Πωλοῦνται λαχεῖα τῆς Κρήτης, τῆς Ἀνθηνῶν, τοῦ Συλλόγου Ἁγίας Σοφίας, τῆς Ρυζαρείου, τῶν Ἀρχαιοτήτων καὶ τῆς Ἰταλίας. bbox=[1295, 1021, 1568, 1148]
paragraph: Τὸ ὑπουργεῖον ἔρχεται εἰς τὴν ἀπόφασιν πρὶν ἢ ἐγκρίνῃ τὴν αἴτησιν τῶν κ. κ. Περδίκη καὶ Δημοπούλου, θὰ ζητήσῃ τὴν γνώμην τοῦ ὑπουργείου τῆς Παιδείας. bbox=[1011, 954, 1283, 1017]
headline: ΤΟΠΟΘΕΤΗΣΕΙΣ ΑΞΙΩΜΑΤΙΚΩΝ bbox=[727, 1525, 999, 1545]
paragraph: Μετὰ τὰς ἑορτάς, ὡς πληροφορούμεθα, θὰ ἐνεργηθῶσι γενικαὶ μεταβολαὶ εἰς τὸν Προξενικὸν κλάδον. Καθίστανται δὲ εἰς τὰς κενὰς θέσεις τῶν Γενικῶν Προξένων Τυνίδος, Ἱεροσολύμων καὶ Βηρυτοῦ, διορίζονται προαγόμενοι οἱ Πρόξενοι α' τάξεως κ. κ. Λόντος, Νικολάου καὶ Μέντης. bbox=[727, 282, 999, 408]
paragraph: Τῆς φρουρᾶς Κερκύρας, Κ. Γριτάκης, Ι. Μενεγάτος, Π. Τυπάλδος, Γ. Κυπραῖος, Δ. Τζαβέλλας, Ἀρ. Παπαστεργίου, Ἀθ. Δαγκλῆς, Κ. Δαγκλῆς, Νικ. Σιουμπούρας, Γ. Μέξας. bbox=[442, 1251, 715, 1331]
paragraph: Ἀνέκαθεν ἀνεγνωρίσθη τὰ ἑλληνικὰ ἰαματικὰ ὕδατα ἀνώτερα τῶν ξένων. Εἶνε τὰ μόνα πιστὰ καὶ τὰς παρατηρήσεις διακεκριμένων Ἑλλήνων καὶ ξένων ἰατρῶν. Τὸ ὕδωρ Λουτρακίου εἶνε τὸ μόνον φυσικὸν, ἀκμαιότατον καὶ σωτήριον διὰ τὰς παθήσεις τῶν νεφρῶν, τοῦ ἥπατος, τῆς κύστεως, τοῦ στομάχου. bbox=[1295, 1233, 1568, 1358]
paragraph: Ἑταιρία ἀσφαλείων ἐν Γενεύῃ κεφάλαιον 15 ἑκατομμ. φρ. bbox=[1295, 713, 1568, 744]
paragraph: Οἱ Λοχαγοί. Τῆς φρουρᾶς Χαλκίδος, Γ. Πιτσελῆς, Κ. Βασιλείου, Ἰάκ. Σταμούλος, Γρηγ. Πολίτης. bbox=[442, 1201, 715, 1248]
paragraph: Ἡ δὲ ὕδωρ, τὸ ὁποῖον πίνουσιν, εἶνε ἄριστον καὶ ἐκ τῶν ἐν Πειραιεῖ πηγῶν. Ἡ δὲ τροφὴ τῶν δοκίμων εἶνε ἀρίστη. bbox=[1011, 1621, 1283, 1669]
subheadline: ΔΙΑ ΤΟΥΣ ΓΑΜΟΥΣ ΤΗΣ ΠΡΙΓΚΗΠΙΣΣΗΣ bbox=[182, 713, 405, 726]
headline: ΤΑ ΠΑΡΑΣΗΜΑ ΤΩΝ ΔΙΚΑΣΤΩΝ bbox=[1011, 1024, 1283, 1073]
headline: ΜΕΓΑΛΗ ΕΟΡΤΗ bbox=[158, 686, 430, 712]
paragraph: Μετὰ τὴν ἑορτὴν τὸ Δουκικὸν ζεῦγος θ' ἀπέλθῃ εἰς Ρωσσίαν, ἴσως δὲ ἀναχωρήσῃ πρὸ τῶν Θεοφανείων. bbox=[158, 1022, 430, 1070]
paragraph: Οἱ κυριώτεροι ὅροι τῆς νέας συμβάσεως εἶνε ἐκεῖνοι, τοὺς ὁποίους ἀνεγράψαμεν ἤδη. bbox=[442, 721, 715, 768]
paragraph: Τὸ ἀρχικὸν δρομολόγιον τοῦ ταξειδίου τῆς Μ. Δουκίσσης Μαρίας καὶ τοῦ Μ. Δουκὸς Γεωργίου φαίνεται, ὅτι μετεβλήθη καὶ ὅτι δὲν θ' ἀναχωρήσωσιν πρὸ τῶν ἑορτῶν, ὅπως κατ' ἀρχὰς εἶχε γνωσθῇ. bbox=[158, 729, 430, 808]
